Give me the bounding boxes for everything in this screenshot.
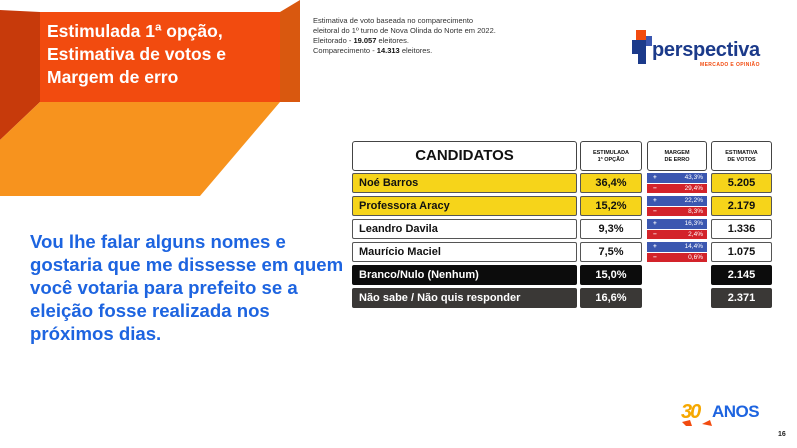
header-margin: MARGEM DE ERRO [647, 141, 707, 171]
candidate-estimate: 1.075 [711, 242, 772, 262]
survey-question: Vou lhe falar alguns nomes e gostaria que me dissesse em quem você votaria para prefeito se a eleição fosse realizada nos próximos dias. [30, 231, 344, 344]
candidate-name: Noé Barros [352, 173, 577, 193]
badge-label: ANOS [712, 402, 760, 421]
info-line-3: Eleitorado - 19.057 eleitores. [313, 36, 409, 45]
candidate-pct: 36,4% [580, 173, 642, 193]
margin-of-error: + 43,3% − 29,4% [647, 173, 707, 193]
page-number: 16 [778, 431, 786, 438]
candidate-pct: 15,2% [580, 196, 642, 216]
methodology-note [313, 16, 563, 56]
candidate-name: Branco/Nulo (Nenhum) [352, 265, 577, 285]
title-line-1: Estimulada 1ª opção, [47, 21, 223, 41]
candidate-name: Leandro Davila [352, 219, 577, 239]
candidate-estimate: 5.205 [711, 173, 772, 193]
margin-of-error: + 14,4% − 0,6% [647, 242, 707, 262]
logo-tagline: MERCADO E OPINIÃO [700, 62, 760, 68]
info-line-1: Estimativa de voto baseada no comparecimento [313, 16, 474, 25]
candidate-pct: 16,6% [580, 288, 642, 308]
candidate-estimate: 2.145 [711, 265, 772, 285]
margin-of-error: + 16,3% − 2,4% [647, 219, 707, 239]
info-line-2: eleitoral do 1º turno de Nova Olinda do Norte em 2022. [313, 26, 496, 35]
candidate-estimate: 2.371 [711, 288, 772, 308]
candidate-estimate: 2.179 [711, 196, 772, 216]
header-pct: ESTIMULADA 1ª OPÇÃO [580, 141, 642, 171]
margin-of-error: + 22,2% − 8,3% [647, 196, 707, 216]
info-line-4: Comparecimento - 14.313 eleitores. [313, 46, 433, 55]
title-line-3: Margem de erro [47, 67, 179, 87]
candidate-estimate: 1.336 [711, 219, 772, 239]
title-line-2: Estimativa de votos e [47, 44, 226, 64]
logo-wordmark: perspectiva [652, 39, 760, 61]
candidate-pct: 9,3% [580, 219, 642, 239]
candidate-pct: 15,0% [580, 265, 642, 285]
candidate-pct: 7,5% [580, 242, 642, 262]
candidate-name: Professora Aracy [352, 196, 577, 216]
header-estimate: ESTIMATIVA DE VOTOS [711, 141, 772, 171]
header-candidates: CANDIDATOS [352, 141, 577, 171]
badge-number: 30 [681, 401, 700, 423]
slide-title [40, 12, 280, 102]
candidate-name: Não sabe / Não quis responder [352, 288, 577, 308]
candidate-name: Maurício Maciel [352, 242, 577, 262]
